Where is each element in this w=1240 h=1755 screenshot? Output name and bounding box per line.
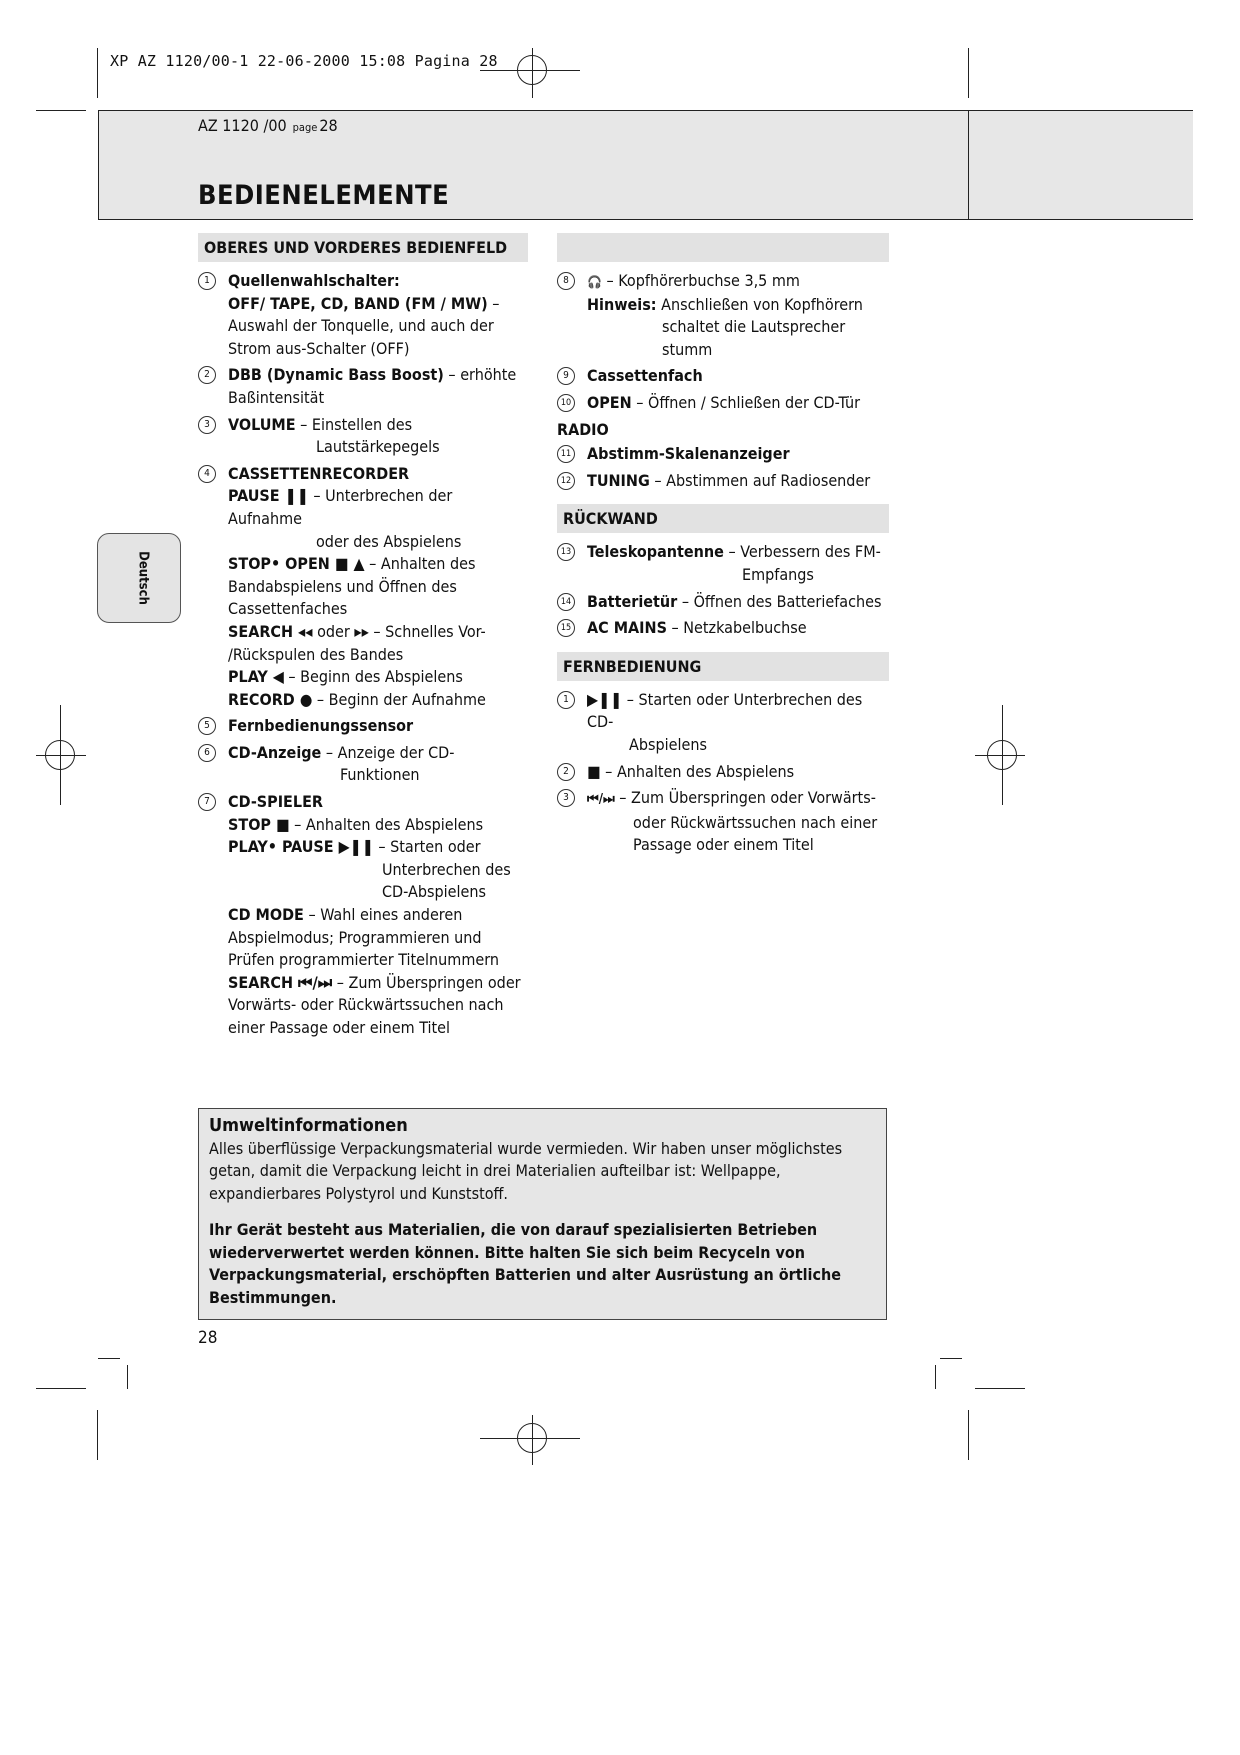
item-desc: – erhöhte Baßintensität xyxy=(228,365,517,407)
item-desc: – Schnelles Vor- /Rückspulen des Bandes xyxy=(228,621,486,664)
item-number: 6 xyxy=(198,744,216,762)
item-desc: – Anhalten des Abspielens xyxy=(289,814,484,834)
item-desc: – Auswahl der Tonquelle, und auch der Strom aus-Schalter (OFF) xyxy=(228,293,500,358)
item-desc: – Anhalten des Bandabspielens und Öffnen des Cassettenfaches xyxy=(228,554,476,619)
control-label: PLAY• PAUSE ▶❚❚ xyxy=(228,837,374,857)
item-desc: – Öffnen des Batteriefaches xyxy=(677,591,882,611)
item-number: 3 xyxy=(557,789,575,807)
item-desc: – Zum Überspringen oder Vorwärts- xyxy=(614,788,876,808)
section-header-rueckwand: RÜCKWAND xyxy=(557,504,889,533)
item-title: OFF/ TAPE, CD, BAND (FM / MW) xyxy=(228,293,488,313)
item-title: DBB (Dynamic Bass Boost) xyxy=(228,365,444,385)
item-title: OPEN xyxy=(587,392,632,412)
control-label: PLAY ◀ xyxy=(228,667,284,687)
item-desc: – Netzkabelbuchse xyxy=(666,618,807,638)
language-tab xyxy=(97,533,181,623)
list-item xyxy=(557,787,889,857)
item-number: 4 xyxy=(198,465,216,483)
environment-paragraph: Alles überflüssige Verpackungsmaterial wurde vermieden. Wir haben unser möglichstes getan, damit die Verpackung leicht in drei Materialien aufteilbar ist: Wellpappe, expandierbares Polystyrol und Kunststoff. xyxy=(209,1138,843,1203)
language-tab-label: Deutsch xyxy=(135,551,151,605)
model-number: AZ 1120 /00 xyxy=(198,116,287,135)
control-label: SEARCH ◂◂ xyxy=(228,621,313,641)
list-item xyxy=(557,591,889,614)
item-desc: oder Rückwärtssuchen nach einer xyxy=(633,812,878,832)
control-label: STOP ■ xyxy=(228,814,290,834)
item-title: CASSETTENRECORDER xyxy=(228,463,410,483)
item-number: 11 xyxy=(557,445,575,463)
item-desc: CD-Abspielens xyxy=(382,882,486,902)
control-label: ▸▸ xyxy=(354,621,369,641)
item-title: Cassettenfach xyxy=(587,366,703,386)
item-desc: oder des Abspielens xyxy=(316,531,462,551)
list-item xyxy=(198,364,528,409)
list-item xyxy=(198,463,528,712)
item-desc: – Abstimmen auf Radiosender xyxy=(649,470,871,490)
list-item xyxy=(198,791,528,1040)
list-item xyxy=(557,443,889,466)
environment-info-box xyxy=(198,1108,887,1320)
item-number: 2 xyxy=(557,763,575,781)
item-desc: – Unterbrechen der Aufnahme xyxy=(228,486,453,528)
subsection-radio: RADIO xyxy=(557,419,609,439)
item-desc: Passage oder einem Titel xyxy=(633,835,814,855)
right-column xyxy=(557,233,889,861)
item-title: VOLUME xyxy=(228,414,296,434)
header-page-number: 28 xyxy=(319,116,338,135)
item-desc: – Starten oder Unterbrechen des CD- xyxy=(587,689,863,732)
item-number: 7 xyxy=(198,793,216,811)
item-title: Batterietür xyxy=(587,591,678,611)
stop-icon: ■ xyxy=(587,761,601,781)
item-title: CD-Anzeige xyxy=(228,742,322,762)
environment-paragraph-bold: Ihr Gerät besteht aus Materialien, die von darauf spezialisierten Betrieben wiederverwertet werden können. Bitte halten Sie sich beim Recyceln von Verpackungsmaterial, erschöpften Batterien und alter Ausrüstung an örtliche Bestimmungen. xyxy=(209,1220,842,1307)
control-label: RECORD ● xyxy=(228,689,313,709)
list-item xyxy=(557,761,889,784)
item-desc: oder xyxy=(312,621,355,641)
item-number: 13 xyxy=(557,543,575,561)
item-desc: Empfangs xyxy=(742,564,814,584)
item-desc: schaltet die Lautsprecher xyxy=(662,317,846,337)
item-number: 1 xyxy=(557,691,575,709)
item-title: TUNING xyxy=(587,470,650,490)
item-title: Teleskopantenne xyxy=(587,542,724,562)
list-item xyxy=(198,414,528,459)
list-item xyxy=(557,617,889,640)
item-number: 15 xyxy=(557,619,575,637)
item-title: Quellenwahlschalter: xyxy=(228,271,400,290)
list-item xyxy=(557,270,889,361)
item-desc: Anschließen von Kopfhörern xyxy=(656,294,863,314)
item-desc: stumm xyxy=(662,339,713,359)
list-item xyxy=(557,541,889,586)
print-slug: XP AZ 1120/00-1 22-06-2000 15:08 Pagina 28 xyxy=(110,52,498,70)
play-pause-icon: ▶❚❚ xyxy=(587,689,623,709)
item-number: 3 xyxy=(198,416,216,434)
item-number: 12 xyxy=(557,472,575,490)
item-desc: – Wahl eines anderen Abspielmodus; Programmieren und Prüfen programmierter Titelnummern xyxy=(228,905,499,970)
skip-icon: ⏮/⏭ xyxy=(587,792,615,808)
item-desc: – Öffnen / Schließen der CD-Tür xyxy=(631,392,860,412)
section-header-blank xyxy=(557,233,889,262)
item-number: 9 xyxy=(557,367,575,385)
item-title: CD-SPIELER xyxy=(228,792,323,812)
page-word: page xyxy=(292,121,318,134)
list-item xyxy=(198,715,528,738)
item-desc: – Anzeige der CD- xyxy=(321,742,455,762)
section-header-oberes: OBERES UND VORDERES BEDIENFELD xyxy=(198,233,528,262)
item-title: Fernbedienungssensor xyxy=(228,716,414,736)
section-header-fernbedienung: FERNBEDIENUNG xyxy=(557,652,889,681)
item-desc: – Beginn des Abspielens xyxy=(283,667,463,687)
item-desc: Abspielens xyxy=(629,734,707,754)
list-item xyxy=(557,392,889,415)
item-number: 10 xyxy=(557,394,575,412)
item-number: 5 xyxy=(198,717,216,735)
item-number: 8 xyxy=(557,272,575,290)
list-item xyxy=(557,689,889,757)
control-label: PAUSE ❚❚ xyxy=(228,486,309,506)
item-desc: – Einstellen des xyxy=(295,414,413,434)
item-title: AC MAINS xyxy=(587,618,667,638)
item-desc: Lautstärkepegels xyxy=(316,437,440,457)
skip-icon: ⏮/⏭ xyxy=(293,972,333,992)
note-label: Hinweis: xyxy=(587,294,657,314)
item-number: 1 xyxy=(198,272,216,290)
list-item xyxy=(557,470,889,493)
left-column xyxy=(198,233,528,1044)
control-label: STOP• OPEN ■ ▲ xyxy=(228,554,365,574)
item-desc: – Anhalten des Abspielens xyxy=(600,761,795,781)
item-desc: Funktionen xyxy=(340,765,420,785)
item-desc: – Beginn der Aufnahme xyxy=(312,689,486,709)
item-desc: – Kopfhörerbuchse 3,5 mm xyxy=(601,271,800,290)
list-item xyxy=(198,742,528,787)
item-desc: – Zum Überspringen oder Vorwärts- oder Rückwärtssuchen nach einer Passage oder einem Titel xyxy=(228,972,521,1037)
control-label: CD MODE xyxy=(228,905,304,925)
item-desc: – Starten oder xyxy=(373,837,481,857)
item-desc: Unterbrechen des xyxy=(382,859,511,879)
list-item xyxy=(198,270,528,360)
header-page-info xyxy=(198,116,338,135)
item-desc: – Verbessern des FM- xyxy=(723,542,881,562)
item-number: 2 xyxy=(198,366,216,384)
page-number: 28 xyxy=(198,1328,218,1348)
environment-heading: Umweltinformationen xyxy=(209,1115,408,1136)
page-title: BEDIENELEMENTE xyxy=(198,180,450,211)
headphones-icon: 🎧 xyxy=(587,275,602,289)
list-item xyxy=(557,365,889,388)
control-label: SEARCH xyxy=(228,972,294,992)
item-number: 14 xyxy=(557,593,575,611)
item-title: Abstimm-Skalenanzeiger xyxy=(587,444,790,464)
